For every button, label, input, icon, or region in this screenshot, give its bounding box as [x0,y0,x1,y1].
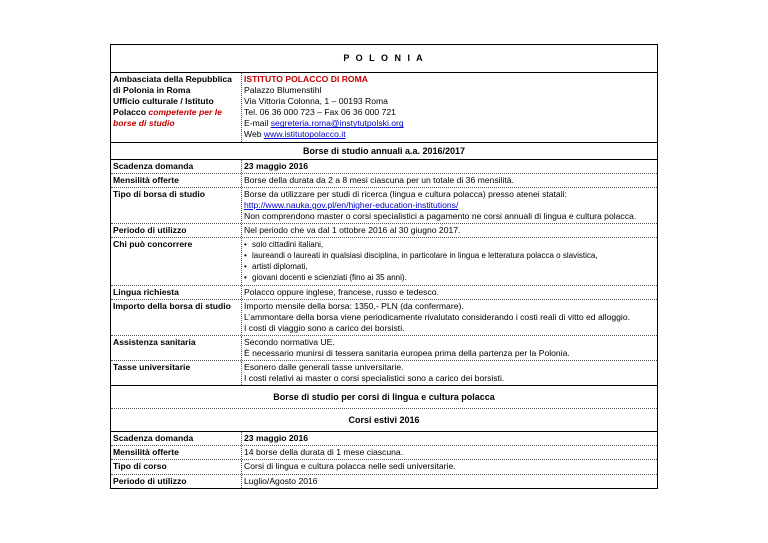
institute-name: ISTITUTO POLACCO DI ROMA [244,74,368,84]
s1-mensilita-row [111,174,657,188]
s1-tipo-link[interactable]: http://www.nauka.gov.pl/en/higher-education-institutions/ [244,199,459,210]
s1-importo-line-3: I costi di viaggio sono a carico dei borsisti. [244,322,405,333]
institute-phone: Tel. 06 36 000 723 – Fax 06 36 000 721 [244,107,396,118]
s1-importo-line-2: L’ammontare della borsa viene periodicamente rivalutato considerando i costi reali di vitto ed alloggio. [244,311,630,322]
embassy-line-1: Ambasciata della Repubblica [113,74,232,84]
s1-chi-value [242,238,657,284]
embassy-line-4-prefix: Polacco [113,107,149,118]
embassy-line-3: Ufficio culturale / Istituto [113,96,214,107]
s2-scadenza-row [111,432,657,446]
s2-mensilita-value: 14 borse della durata di 1 mese ciascuna. [244,447,404,458]
competent-note-2: borse di studio [113,118,175,129]
s1-importo-row [111,300,657,336]
s1-scadenza-row [111,160,657,174]
competent-note: competente per le [148,107,222,118]
s1-tipo-line-3: Non comprendono master o corsi specialistici a pagamento ne corsi annuali di lingua e cultura polacca. [244,210,637,221]
eligibility-list [244,239,655,283]
s1-importo-line-1: Importo mensile della borsa: 1350,- PLN (da confermare). [244,300,464,311]
web-link[interactable]: www.istitutopolacco.it [263,129,346,140]
s2-periodo-row [111,475,657,488]
s1-tipo-value [242,188,657,223]
s2-scadenza-value: 23 maggio 2016 [244,433,309,444]
s1-assistenza-line-2: È necessario munirsi di tessera sanitaria europea prima della partenza per la Polonia. [244,347,570,358]
list-item: • solo cittadini italiani, [244,239,655,250]
embassy-row [111,73,657,143]
list-item: • laureandi o laureati in qualsiasi disciplina, in particolare in lingua e letteratura polacca o slavistica, [244,250,655,261]
s1-periodo-value: Nel periodo che va dal 1 ottobre 2016 al 30 giugno 2017. [244,225,461,236]
s1-tipo-line-1: Borse da utilizzare per studi di ricerca (lingua e cultura polacca) presso atenei statali: [244,188,567,199]
s2-tipo-row [111,460,657,474]
s1-assistenza-label: Assistenza sanitaria [111,336,242,360]
section1-heading: Borse di studio annuali a.a. 2016/2017 [302,145,466,156]
country-title: P O L O N I A [343,53,425,63]
section2-subheading-row [111,409,657,432]
s1-periodo-row [111,224,657,238]
document-table [110,44,658,489]
s1-tasse-value [242,361,657,385]
section2-subheading: Corsi estivi 2016 [348,415,420,426]
s2-scadenza-label: Scadenza domanda [111,432,242,445]
s2-tipo-value: Corsi di lingua e cultura polacca nelle sedi universitarie. [244,461,456,472]
s1-tasse-label: Tasse universitarie [111,361,242,385]
email-link[interactable]: segreteria.roma@instytutpolski.org [270,118,404,129]
s1-chi-label: Chi può concorrere [111,238,242,284]
s1-scadenza-label: Scadenza domanda [111,160,242,173]
s1-mensilita-value: Borse della durata da 2 a 8 mesi ciascuna per un totale di 36 mensilità. [244,174,514,185]
institute-info-cell [242,73,657,142]
s1-importo-label: Importo della borsa di studio [111,300,242,335]
institute-building: Palazzo Blumenstihl [244,85,322,96]
embassy-line-4 [113,107,239,118]
s1-scadenza-value: 23 maggio 2016 [244,160,309,171]
s1-lingua-value: Polacco oppure inglese, francese, russo e tedesco. [244,286,439,297]
s1-lingua-label: Lingua richiesta [111,286,242,299]
s1-tasse-row [111,361,657,386]
s1-assistenza-value [242,336,657,360]
s2-tipo-label: Tipo di corso [111,460,242,473]
s1-importo-value [242,300,657,335]
s2-mensilita-row [111,446,657,460]
section1-heading-row [111,143,657,160]
list-item: • giovani docenti e scienziati (fino ai 35 anni). [244,272,655,283]
s1-chi-row [111,238,657,285]
s1-periodo-label: Periodo di utilizzo [111,224,242,237]
s2-periodo-label: Periodo di utilizzo [111,475,242,488]
s1-tipo-label: Tipo di borsa di studio [111,188,242,223]
s1-lingua-row [111,286,657,300]
email-prefix: E-mail [244,118,271,129]
s1-tasse-line-2: I costi relativi ai master o corsi specialistici sono a carico dei borsisti. [244,373,505,384]
institute-address: Via Vittoria Colonna, 1 – 00193 Roma [244,96,388,107]
s2-mensilita-label: Mensilità offerte [111,446,242,459]
s1-assistenza-row [111,336,657,361]
s1-mensilita-label: Mensilità offerte [111,174,242,187]
title-row [111,45,657,73]
list-item: • artisti diplomati, [244,261,655,272]
section2-heading: Borse di studio per corsi di lingua e cultura polacca [273,392,495,403]
section2-heading-row [111,386,657,409]
institute-email-line [244,118,655,129]
s1-assistenza-line-1: Secondo normativa UE. [244,336,335,347]
institute-web-line [244,129,655,140]
embassy-line-2: di Polonia in Roma [113,85,191,96]
s1-tipo-row [111,188,657,224]
s1-tasse-line-1: Esonero dalle generali tasse universitarie. [244,362,404,373]
s2-periodo-value: Luglio/Agosto 2016 [244,475,318,486]
web-prefix: Web [244,129,264,140]
embassy-label-cell [111,73,242,142]
